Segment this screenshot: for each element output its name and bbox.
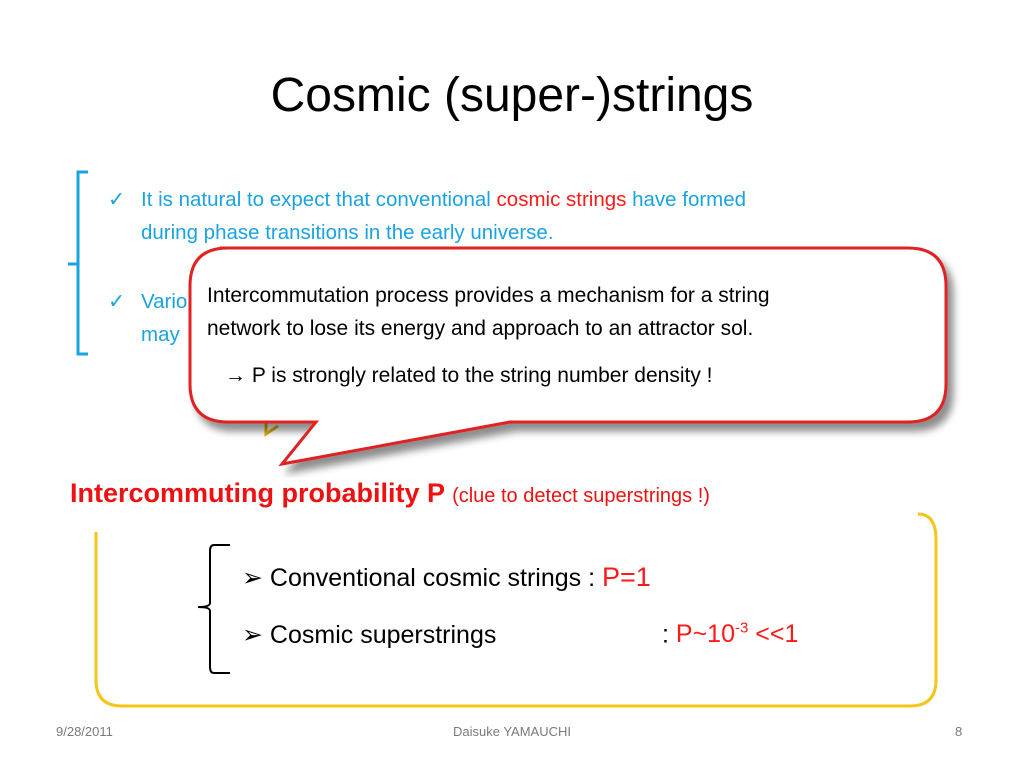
bullet-2-text-a: Vario (141, 290, 188, 313)
item-1-label: Conventional cosmic strings : (269, 564, 602, 592)
footer-author: Daisuke YAMAUCHI (453, 724, 571, 739)
item-superstrings (242, 620, 496, 650)
checkmark-icon: ✓ (108, 188, 126, 211)
callout-line-1: Intercommutation process provides a mechanism for a string (207, 284, 770, 307)
callout-line-2: network to lose its energy and approach to an attractor sol. (207, 317, 754, 340)
arrow-bullet-icon: ➢ (242, 564, 263, 592)
footer-page-number: 8 (955, 724, 963, 739)
bullet-1-highlight: cosmic strings (496, 188, 627, 211)
item-2-label: Cosmic superstrings (269, 621, 497, 649)
footer-date: 9/28/2011 (56, 724, 113, 739)
bullet-2-text-b: may (141, 323, 180, 346)
bullets-bracket (66, 168, 96, 360)
item-2-value-group (662, 620, 798, 649)
section-heading (70, 478, 710, 509)
callout-line-3: → P is strongly related to the string number density ! (225, 364, 713, 387)
callout-text (207, 279, 927, 392)
arrow-bullet-icon: ➢ (242, 621, 263, 649)
bullet-1-text-b: have formed (626, 188, 747, 211)
item-2-value-base: P~10 (675, 620, 735, 649)
item-2-separator: : (662, 620, 669, 649)
bullet-1-text-c: during phase transitions in the early universe. (141, 221, 554, 244)
heading-sub: (clue to detect superstrings !) (452, 485, 710, 507)
item-1-value: P=1 (602, 562, 651, 592)
item-2-value-tail: <<1 (748, 620, 799, 649)
checkmark-icon: ✓ (108, 290, 126, 313)
bullet-1-text-a: It is natural to expect that conventional (141, 188, 497, 211)
heading-main: Intercommuting probability P (70, 478, 445, 508)
item-2-value-exponent: -3 (735, 620, 749, 637)
slide-title: Cosmic (super-)strings (270, 69, 754, 122)
items-bracket (196, 543, 232, 677)
item-conventional (242, 562, 651, 593)
